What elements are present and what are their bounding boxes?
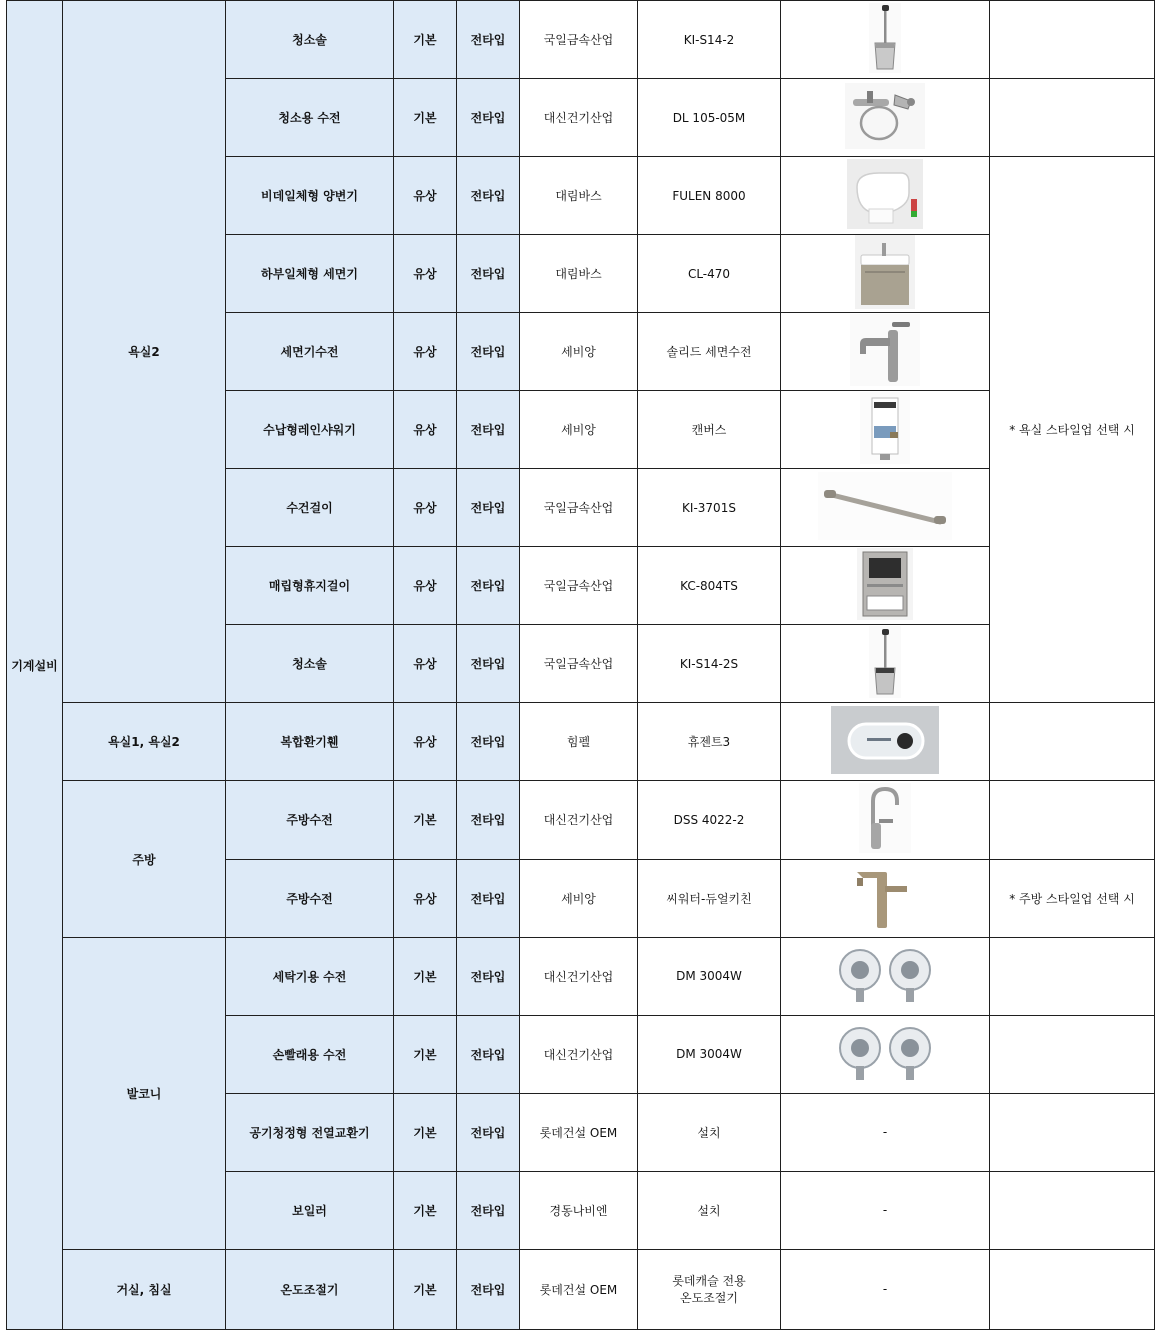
item-cell: 비데일체형 양변기 xyxy=(226,157,394,235)
item-cell: 온도조절기 xyxy=(226,1249,394,1329)
model-cell: FULEN 8000 xyxy=(638,157,781,235)
item-cell: 청소솔 xyxy=(226,1,394,79)
image-cell xyxy=(781,313,990,391)
image-cell xyxy=(781,937,990,1015)
image-cell xyxy=(781,79,990,157)
washer-valve-icon xyxy=(826,944,944,1006)
image-cell: - xyxy=(781,1093,990,1171)
grade-cell: 기본 xyxy=(394,79,457,157)
item-cell: 하부일체형 세면기 xyxy=(226,235,394,313)
image-cell xyxy=(781,235,990,313)
grade-cell: 기본 xyxy=(394,781,457,859)
image-cell xyxy=(781,547,990,625)
maker-cell: 국일금속산업 xyxy=(520,469,638,547)
grade-cell: 기본 xyxy=(394,1093,457,1171)
kitchen-faucet-beige-icon xyxy=(849,862,921,932)
model-cell: 캔버스 xyxy=(638,391,781,469)
note-cell xyxy=(990,781,1155,859)
type-cell: 전타입 xyxy=(457,1093,520,1171)
image-cell xyxy=(781,1015,990,1093)
type-cell: 전타입 xyxy=(457,625,520,703)
table-row xyxy=(7,781,1155,859)
maker-cell: 대림바스 xyxy=(520,157,638,235)
maker-cell: 세비앙 xyxy=(520,313,638,391)
grade-cell: 기본 xyxy=(394,1,457,79)
maker-cell: 롯데건설 OEM xyxy=(520,1093,638,1171)
type-cell: 전타입 xyxy=(457,859,520,937)
type-cell: 전타입 xyxy=(457,703,520,781)
image-cell xyxy=(781,703,990,781)
maker-cell: 대신건기산업 xyxy=(520,781,638,859)
grade-cell: 유상 xyxy=(394,859,457,937)
table-row xyxy=(7,703,1155,781)
image-cell xyxy=(781,469,990,547)
model-cell: DSS 4022-2 xyxy=(638,781,781,859)
item-cell: 복합환기휀 xyxy=(226,703,394,781)
note-cell xyxy=(990,1249,1155,1329)
image-cell xyxy=(781,157,990,235)
model-cell: DL 105-05M xyxy=(638,79,781,157)
zone-cell: 거실, 침실 xyxy=(63,1249,226,1329)
model-cell: 휴젠트3 xyxy=(638,703,781,781)
note-cell: * 욕실 스타일업 선택 시 xyxy=(990,157,1155,703)
type-cell: 전타입 xyxy=(457,235,520,313)
type-cell: 전타입 xyxy=(457,79,520,157)
item-cell: 세면기수전 xyxy=(226,313,394,391)
type-cell: 전타입 xyxy=(457,1,520,79)
toilet-brush-icon xyxy=(869,626,901,698)
item-cell: 보일러 xyxy=(226,1171,394,1249)
item-cell: 세탁기용 수전 xyxy=(226,937,394,1015)
towel-bar-icon xyxy=(818,472,952,540)
note-cell xyxy=(990,937,1155,1015)
table-row xyxy=(7,937,1155,1015)
zone-cell: 주방 xyxy=(63,781,226,937)
maker-cell: 대신건기산업 xyxy=(520,1015,638,1093)
item-cell: 공기청정형 전열교환기 xyxy=(226,1093,394,1171)
type-cell: 전타입 xyxy=(457,547,520,625)
note-cell xyxy=(990,79,1155,157)
note-cell xyxy=(990,703,1155,781)
maker-cell: 대신건기산업 xyxy=(520,937,638,1015)
type-cell: 전타입 xyxy=(457,1015,520,1093)
maker-cell: 대신건기산업 xyxy=(520,79,638,157)
item-cell: 수건걸이 xyxy=(226,469,394,547)
note-cell xyxy=(990,1093,1155,1171)
bidet-sprayer-icon xyxy=(845,83,925,149)
table-row xyxy=(7,1,1155,79)
item-cell: 청소솔 xyxy=(226,625,394,703)
maker-cell: 힘펠 xyxy=(520,703,638,781)
ventilation-fan-icon xyxy=(831,706,939,774)
item-cell: 수납형레인샤워기 xyxy=(226,391,394,469)
item-cell: 주방수전 xyxy=(226,781,394,859)
table-row xyxy=(7,1249,1155,1329)
model-cell: KI-S14-2S xyxy=(638,625,781,703)
maker-cell: 대림바스 xyxy=(520,235,638,313)
model-cell: DM 3004W xyxy=(638,1015,781,1093)
image-cell xyxy=(781,391,990,469)
kitchen-faucet-icon xyxy=(859,783,911,853)
vanity-basin-icon xyxy=(855,235,915,309)
paper-holder-icon xyxy=(857,548,913,620)
item-cell: 손빨래용 수전 xyxy=(226,1015,394,1093)
maker-cell: 국일금속산업 xyxy=(520,547,638,625)
type-cell: 전타입 xyxy=(457,313,520,391)
grade-cell: 유상 xyxy=(394,625,457,703)
model-cell: KI-3701S xyxy=(638,469,781,547)
grade-cell: 유상 xyxy=(394,703,457,781)
item-cell: 매립형휴지걸이 xyxy=(226,547,394,625)
maker-cell: 경동나비엔 xyxy=(520,1171,638,1249)
category-cell: 기계설비 xyxy=(7,1,63,1330)
image-cell: - xyxy=(781,1249,990,1329)
image-cell xyxy=(781,859,990,937)
model-cell: KI-S14-2 xyxy=(638,1,781,79)
maker-cell: 국일금속산업 xyxy=(520,1,638,79)
note-cell xyxy=(990,1171,1155,1249)
type-cell: 전타입 xyxy=(457,937,520,1015)
maker-cell: 국일금속산업 xyxy=(520,625,638,703)
grade-cell: 유상 xyxy=(394,469,457,547)
model-cell xyxy=(638,1249,781,1329)
maker-cell: 세비앙 xyxy=(520,859,638,937)
equipment-spec-table xyxy=(6,0,1155,1330)
grade-cell: 유상 xyxy=(394,157,457,235)
image-cell xyxy=(781,781,990,859)
item-cell: 청소용 수전 xyxy=(226,79,394,157)
zone-cell: 욕실1, 욕실2 xyxy=(63,703,226,781)
grade-cell: 기본 xyxy=(394,937,457,1015)
image-cell xyxy=(781,625,990,703)
image-cell xyxy=(781,1,990,79)
model-cell: 씨워터-듀얼키친 xyxy=(638,859,781,937)
type-cell: 전타입 xyxy=(457,1249,520,1329)
grade-cell: 기본 xyxy=(394,1171,457,1249)
zone-cell: 발코니 xyxy=(63,937,226,1249)
model-cell: CL-470 xyxy=(638,235,781,313)
zone-cell: 욕실2 xyxy=(63,1,226,703)
model-cell: 솔리드 세면수전 xyxy=(638,313,781,391)
item-cell: 주방수전 xyxy=(226,859,394,937)
maker-cell: 롯데건설 OEM xyxy=(520,1249,638,1329)
type-cell: 전타입 xyxy=(457,1171,520,1249)
basin-faucet-icon xyxy=(850,314,920,386)
type-cell: 전타입 xyxy=(457,157,520,235)
model-cell: 설치 xyxy=(638,1093,781,1171)
note-cell xyxy=(990,1,1155,79)
model-cell: KC-804TS xyxy=(638,547,781,625)
image-cell: - xyxy=(781,1171,990,1249)
maker-cell: 세비앙 xyxy=(520,391,638,469)
grade-cell: 유상 xyxy=(394,313,457,391)
type-cell: 전타입 xyxy=(457,391,520,469)
rain-shower-panel-icon xyxy=(860,392,910,464)
grade-cell: 유상 xyxy=(394,547,457,625)
grade-cell: 기본 xyxy=(394,1249,457,1329)
type-cell: 전타입 xyxy=(457,469,520,547)
type-cell: 전타입 xyxy=(457,781,520,859)
model-cell: DM 3004W xyxy=(638,937,781,1015)
note-cell xyxy=(990,1015,1155,1093)
washer-valve-icon xyxy=(826,1022,944,1084)
model-line-2: 온도조절기 xyxy=(680,1291,738,1306)
smart-toilet-icon xyxy=(847,159,923,229)
grade-cell: 기본 xyxy=(394,1015,457,1093)
grade-cell: 유상 xyxy=(394,391,457,469)
model-line-1: 롯데캐슬 전용 xyxy=(672,1274,746,1289)
note-cell: * 주방 스타일업 선택 시 xyxy=(990,859,1155,937)
model-cell: 설치 xyxy=(638,1171,781,1249)
toilet-brush-icon xyxy=(869,3,901,73)
grade-cell: 유상 xyxy=(394,235,457,313)
